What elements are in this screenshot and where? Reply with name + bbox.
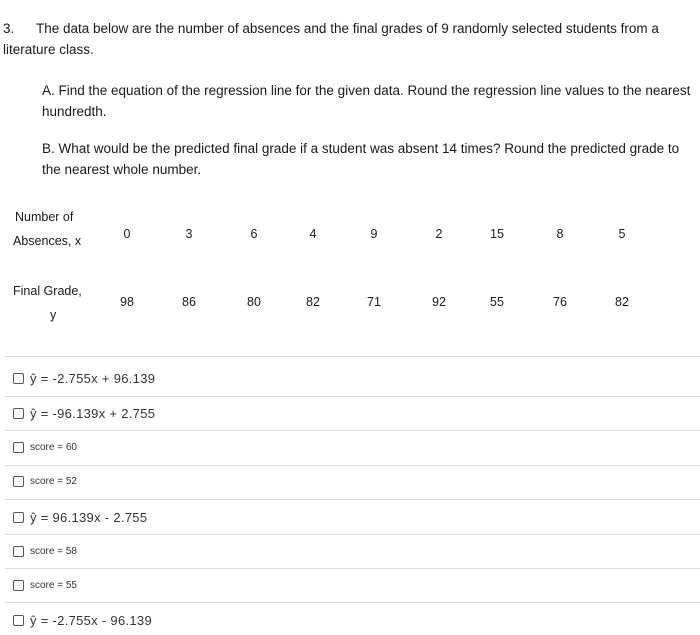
divider <box>5 465 700 466</box>
grade-cell: 86 <box>182 295 196 309</box>
option-label: ŷ = -96.139x + 2.755 <box>30 405 156 421</box>
checkbox[interactable] <box>13 512 24 523</box>
option-label: score = 55 <box>30 579 77 591</box>
answer-option[interactable] <box>13 610 152 630</box>
answer-option[interactable] <box>13 541 77 561</box>
divider <box>5 499 700 500</box>
checkbox[interactable] <box>13 546 24 557</box>
question-number: 3. <box>3 21 15 36</box>
answer-option[interactable] <box>13 575 77 595</box>
absences-label-line2: Absences, x <box>13 234 82 248</box>
part-a-text: A. Find the equation of the regression line for the given data. Round the regression line values to the nearest hundredth. <box>42 83 691 119</box>
absences-cell: 6 <box>250 227 258 241</box>
absences-cell: 15 <box>490 227 504 241</box>
answer-option[interactable] <box>13 437 77 457</box>
divider <box>5 602 700 603</box>
grade-cell: 71 <box>367 295 381 309</box>
absences-cell: 9 <box>370 227 378 241</box>
divider <box>5 430 700 431</box>
part-b-text: B. What would be the predicted final grade if a student was absent 14 times? Round the predicted grade to the nearest whole number. <box>42 141 680 177</box>
grade-cell: 82 <box>615 295 629 309</box>
option-label: ŷ = -2.755x + 96.139 <box>30 370 156 386</box>
option-label: ŷ = -2.755x - 96.139 <box>30 612 152 628</box>
absences-cell: 3 <box>185 227 193 241</box>
absences-cell: 8 <box>556 227 564 241</box>
question-text <box>3 18 693 60</box>
answer-option[interactable] <box>13 507 147 527</box>
absences-cell: 0 <box>123 227 131 241</box>
checkbox[interactable] <box>13 442 24 453</box>
option-label: score = 60 <box>30 441 77 453</box>
divider <box>5 396 700 397</box>
grade-cell: 92 <box>432 295 446 309</box>
option-label: score = 58 <box>30 545 77 557</box>
checkbox[interactable] <box>13 615 24 626</box>
checkbox[interactable] <box>13 408 24 419</box>
answer-option[interactable] <box>13 471 77 491</box>
grade-label-line2: y <box>50 308 57 322</box>
absences-label-line1: Number of <box>15 210 74 224</box>
option-label: ŷ = 96.139x - 2.755 <box>30 509 148 525</box>
option-label: score = 52 <box>30 475 77 487</box>
divider <box>5 534 700 535</box>
checkbox[interactable] <box>13 476 24 487</box>
grade-label-line1: Final Grade, <box>13 284 82 298</box>
absences-cell: 5 <box>618 227 626 241</box>
answer-option[interactable] <box>13 403 155 423</box>
grade-cell: 76 <box>553 295 567 309</box>
absences-cell: 4 <box>309 227 317 241</box>
grade-cell: 80 <box>247 295 261 309</box>
divider <box>5 356 700 357</box>
absences-cell: 2 <box>435 227 443 241</box>
grade-cell: 55 <box>490 295 504 309</box>
answer-option[interactable] <box>13 368 155 388</box>
divider <box>5 568 700 569</box>
grade-cell: 82 <box>306 295 320 309</box>
question-statement: The data below are the number of absences and the final grades of 9 randomly selected students from a literature class. <box>3 21 659 57</box>
checkbox[interactable] <box>13 373 24 384</box>
grade-cell: 98 <box>120 295 134 309</box>
checkbox[interactable] <box>13 580 24 591</box>
